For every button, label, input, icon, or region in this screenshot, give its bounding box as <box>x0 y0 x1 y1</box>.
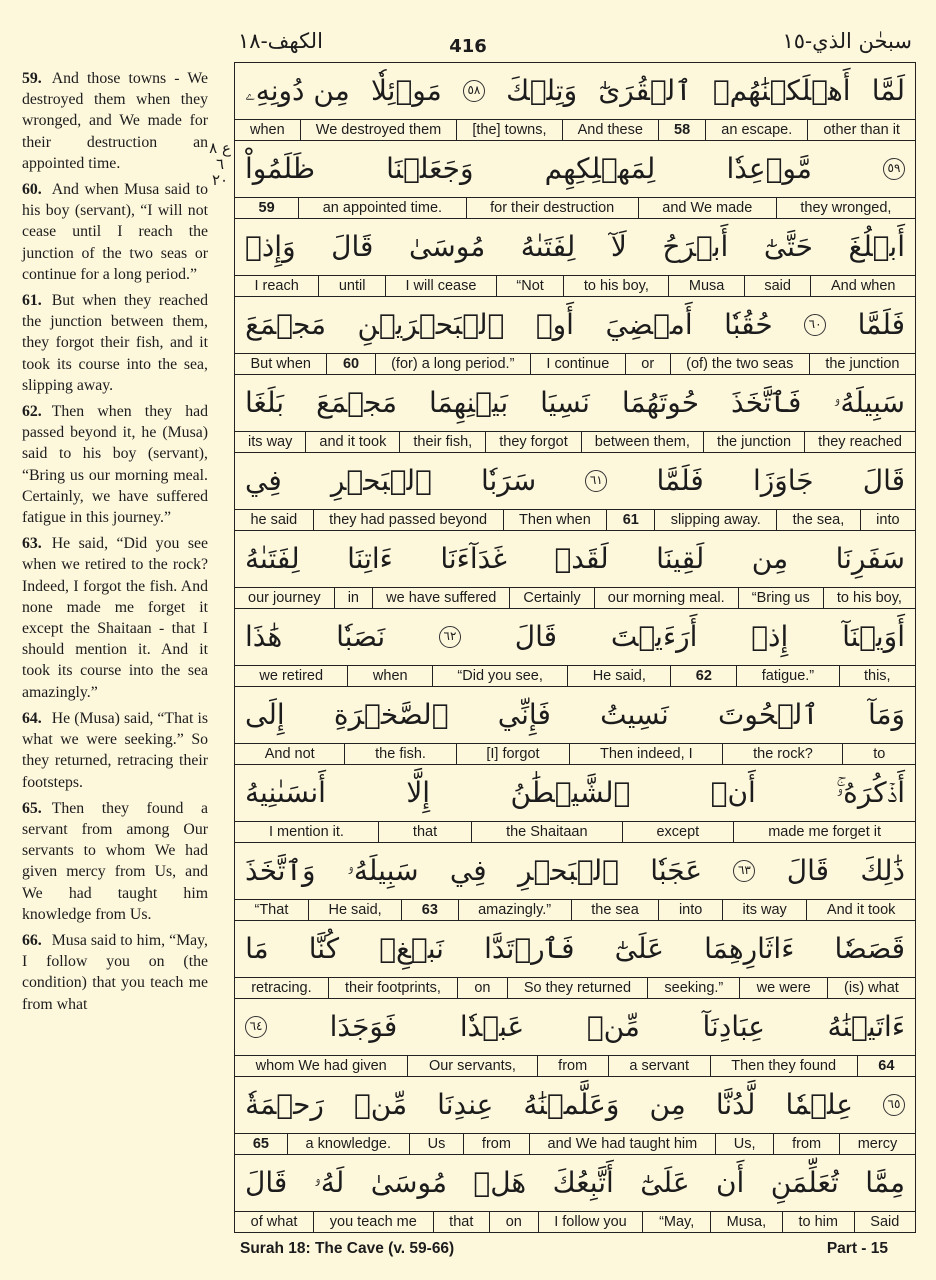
verse-row <box>235 374 915 452</box>
word-meaning-cell: Musa <box>668 276 743 296</box>
word-meaning-cell: when <box>250 122 285 138</box>
ayah-end-marker: ٥٨ <box>463 80 485 102</box>
arabic-word: سَبِيلَهُۥ <box>833 386 905 419</box>
arabic-word: وَمَآ <box>867 698 905 731</box>
arabic-word: فَوَجَدَا <box>329 1010 398 1043</box>
word-meaning-cell: on <box>489 1212 537 1232</box>
word-meaning-cell: this, <box>839 666 915 686</box>
verse-row <box>235 686 915 764</box>
word-meaning-cell: Musa, <box>710 1212 782 1232</box>
verse-row <box>235 764 915 842</box>
ayah-number-cell: 58 <box>658 120 705 140</box>
arabic-word: سَفَرِنَا <box>835 542 905 575</box>
page-number: 416 <box>449 36 487 57</box>
word-meaning-cell: “May, <box>642 1212 710 1232</box>
verse-number: 63. <box>22 535 42 553</box>
word-meaning-cell: from <box>537 1056 608 1076</box>
ayah-number-cell: 62 <box>670 666 736 686</box>
arabic-word: قَالَ <box>514 620 558 653</box>
arabic-line <box>235 63 915 119</box>
word-meaning-cell: except <box>622 822 734 842</box>
word-meaning-cell: [the] towns, <box>456 120 561 140</box>
arabic-word: ٱلۡبَحۡرِ <box>330 464 432 497</box>
arabic-word: وَتِلۡكَ <box>506 74 578 107</box>
ayah-end-marker: ٦٣ <box>733 860 755 882</box>
verse-row <box>235 452 915 530</box>
surah-header: الكهف-١٨ <box>238 29 323 53</box>
word-meaning-cell: I reach <box>254 278 299 294</box>
english-line <box>235 275 915 296</box>
arabic-word: لَآ <box>610 230 627 263</box>
arabic-word: ءَاثَارِهِمَا <box>704 932 795 965</box>
english-line <box>235 1133 915 1154</box>
word-meaning-cell: slipping away. <box>654 510 776 530</box>
arabic-line <box>235 141 915 197</box>
arabic-word: عَجَبٗا <box>650 854 703 887</box>
verse-text: But when they reached the junction between them, they forgot their fish, and it took its course into the sea, slipping away. <box>22 292 208 394</box>
verse-row <box>235 296 915 374</box>
word-meaning-cell: I continue <box>530 354 625 374</box>
verse-row <box>235 63 915 140</box>
english-line <box>235 743 915 764</box>
arabic-word: أَتَّبِعُكَ <box>552 1166 614 1199</box>
arabic-word: عَلَىٰٓ <box>614 932 664 965</box>
word-meaning-cell: the rock? <box>722 744 842 764</box>
word-meaning-cell: they had passed beyond <box>313 510 503 530</box>
word-meaning-cell: between them, <box>581 432 703 452</box>
english-line <box>235 587 915 608</box>
arabic-word: مَا <box>245 932 269 965</box>
word-meaning-cell: and We made <box>638 198 776 218</box>
arabic-word: أَبۡلُغَ <box>848 230 905 263</box>
word-meaning-cell: from <box>463 1134 529 1154</box>
arabic-word: أَنۡ <box>710 776 756 809</box>
word-meaning-cell: retracing. <box>251 980 312 996</box>
arabic-word: لِفَتَىٰهُ <box>520 230 576 263</box>
word-meaning-cell: Our servants, <box>407 1056 536 1076</box>
word-meaning-cell: we were <box>739 978 826 998</box>
english-line <box>235 899 915 920</box>
verse-text: Musa said to him, “May, I follow you on (the condition) that you teach me from what <box>22 931 208 1013</box>
word-meaning-cell: And not <box>264 746 315 762</box>
word-meaning-cell: they reached <box>804 432 915 452</box>
word-meaning-cell: and We had taught him <box>529 1134 715 1154</box>
word-meaning-cell: He said, <box>308 900 401 920</box>
arabic-word: مِّنۡ <box>586 1010 640 1043</box>
verse-translation <box>22 533 208 703</box>
arabic-word: مِن دُونِهِۦ <box>245 74 350 107</box>
arabic-word: لَمَّا <box>871 74 905 107</box>
arabic-word: عَبۡدٗا <box>459 1010 525 1043</box>
verse-number: 64. <box>22 709 42 727</box>
ayah-number-cell: 60 <box>326 354 374 374</box>
word-meaning-cell: to his boy, <box>563 276 668 296</box>
word-meaning-cell: a servant <box>608 1056 710 1076</box>
word-meaning-cell: “Did you see, <box>432 666 567 686</box>
arabic-word: فِي <box>449 854 487 887</box>
arabic-line <box>235 219 915 275</box>
arabic-word: إِلَّا <box>406 776 431 809</box>
ayah-end-marker: ٥٩ <box>883 158 905 180</box>
arabic-word: نَسِيتُ <box>600 698 669 731</box>
word-meaning-cell: the junction <box>703 432 804 452</box>
arabic-line <box>235 297 915 353</box>
word-meaning-cell: the junction <box>809 354 915 374</box>
arabic-word: فَٱرۡتَدَّا <box>484 932 575 965</box>
arabic-word: مُوسَىٰ <box>408 230 486 263</box>
verse-text: And when Musa said to his boy (servant), “I will not cease until I reach the junction of the two seas or continue for a long period.” <box>22 181 208 283</box>
arabic-word: أَوَيۡنَآ <box>842 620 905 653</box>
translation-column <box>22 68 208 1020</box>
verse-row <box>235 1076 915 1154</box>
word-meaning-cell: other than it <box>807 120 915 140</box>
arabic-word: وَجَعَلۡنَا <box>386 152 474 185</box>
ayah-number-cell: 63 <box>401 900 457 920</box>
word-meaning-cell: I will cease <box>385 276 496 296</box>
word-meaning-cell: [I] forgot <box>456 744 570 764</box>
word-meaning-cell: “Not <box>496 276 563 296</box>
english-line <box>235 431 915 452</box>
word-meaning-cell: to him <box>782 1212 854 1232</box>
word-meaning-cell: whom We had given <box>255 1058 387 1074</box>
verse-translation <box>22 68 208 174</box>
arabic-word: لَقِينَا <box>656 542 705 575</box>
verse-text: And those towns - We destroyed them when they wronged, and We made for their destruction an appointed time. <box>22 70 208 172</box>
arabic-line <box>235 375 915 431</box>
arabic-word: ءَاتِنَا <box>347 542 393 575</box>
word-meaning-cell: seeking.” <box>647 978 739 998</box>
arabic-word: لِمَهۡلِكِهِم <box>544 152 656 185</box>
verse-translation <box>22 930 208 1015</box>
arabic-word: قَصَصٗا <box>834 932 905 965</box>
english-line <box>235 665 915 686</box>
word-meaning-cell: on <box>457 978 507 998</box>
arabic-word: غَدَآءَنَا <box>440 542 507 575</box>
word-meaning-cell: “Bring us <box>738 588 823 608</box>
verse-text: Then they found a servant from among Our servants to whom We had given mercy from Us, and We had taught him knowledge from Us. <box>22 799 208 923</box>
word-meaning-cell: Certainly <box>509 588 593 608</box>
word-meaning-cell: But when <box>250 356 311 372</box>
word-meaning-cell: Us, <box>715 1134 773 1154</box>
arabic-word: لَهُۥ <box>313 1166 345 1199</box>
arabic-line <box>235 1077 915 1133</box>
arabic-line <box>235 1155 915 1211</box>
word-meaning-cell: (for) a long period.” <box>375 354 530 374</box>
word-meaning-cell: Then when <box>503 510 607 530</box>
ayah-end-marker: ٦٢ <box>439 626 461 648</box>
english-line <box>235 197 915 218</box>
arabic-word: أَن <box>715 1166 745 1199</box>
arabic-line <box>235 999 915 1055</box>
word-meaning-cell: or <box>625 354 670 374</box>
ayah-number-cell: 61 <box>606 510 654 530</box>
word-meaning-cell: from <box>773 1134 839 1154</box>
arabic-word: أَنسَىٰنِيهُ <box>245 776 326 809</box>
arabic-word: جَاوَزَا <box>752 464 814 497</box>
arabic-line <box>235 921 915 977</box>
arabic-line <box>235 843 915 899</box>
word-meaning-cell: the fish. <box>344 744 455 764</box>
arabic-word: ٱلۡبَحۡرَيۡنِ <box>357 308 505 341</box>
arabic-word: فِي <box>245 464 282 497</box>
word-meaning-cell: Then they found <box>710 1056 857 1076</box>
verse-row <box>235 842 915 920</box>
juz-header: سبحٰن الذي-١٥ <box>782 29 912 53</box>
ayah-end-marker: ٦٠ <box>804 314 826 336</box>
arabic-word: قَالَ <box>862 464 905 497</box>
arabic-word: ظَلَمُواْ <box>245 152 316 185</box>
arabic-word: ٱلصَّخۡرَةِ <box>333 698 449 731</box>
word-meaning-cell: for their destruction <box>466 198 638 218</box>
arabic-word: عَلَىٰٓ <box>640 1166 690 1199</box>
arabic-line <box>235 765 915 821</box>
english-line <box>235 119 915 140</box>
verse-number: 61. <box>22 292 42 310</box>
verse-text: He (Musa) said, “That is what we were seeking.” So they returned, retracing their footsteps. <box>22 709 208 791</box>
arabic-word: مَجۡمَعَ <box>316 386 398 419</box>
arabic-word: أَهۡلَكۡنَٰهُمۡ <box>712 74 851 107</box>
arabic-word: إِلَى <box>245 698 285 731</box>
word-meaning-cell: to <box>842 744 915 764</box>
verse-translation <box>22 708 208 793</box>
arabic-word: سَرَبٗا <box>480 464 537 497</box>
verse-row <box>235 920 915 998</box>
word-meaning-cell: (is) what <box>827 978 915 998</box>
word-meaning-cell: in <box>334 588 372 608</box>
arabic-line <box>235 687 915 743</box>
arabic-word: ٱلشَّيۡطَٰنُ <box>510 776 631 809</box>
english-line <box>235 509 915 530</box>
arabic-word: عِلۡمٗا <box>785 1088 853 1121</box>
word-meaning-cell: We destroyed them <box>300 120 457 140</box>
ayah-number-cell: 65 <box>252 1136 269 1152</box>
verse-text: He said, “Did you see when we retired to the rock? Indeed, I forgot the fish. And none made me forget it except the Shaitaan - that I should mention it. And it took its course into the sea amazingly.” <box>22 535 208 701</box>
word-meaning-cell: an escape. <box>705 120 807 140</box>
word-meaning-cell: they forgot <box>485 432 581 452</box>
arabic-word: لَقَدۡ <box>554 542 609 575</box>
arabic-word: مَّوۡعِدٗا <box>726 152 812 185</box>
word-meaning-cell: to his boy, <box>823 588 915 608</box>
word-meaning-cell: its way <box>722 900 806 920</box>
arabic-word: مِّنۡ <box>353 1088 408 1121</box>
word-meaning-cell: mercy <box>839 1134 915 1154</box>
word-meaning-cell: that <box>433 1212 490 1232</box>
arabic-word: مَوۡئِلٗا <box>370 74 442 107</box>
word-meaning-cell: And these <box>562 120 658 140</box>
arabic-word: بَيۡنِهِمَا <box>429 386 509 419</box>
arabic-word: فَإِنِّي <box>497 698 551 731</box>
arabic-word: حَتَّىٰٓ <box>763 230 813 263</box>
word-meaning-cell: their footprints, <box>328 978 457 998</box>
verse-row <box>235 140 915 218</box>
arabic-word: قَالَ <box>786 854 830 887</box>
verse-number: 62. <box>22 403 42 421</box>
ayah-end-marker: ٦٤ <box>245 1016 267 1038</box>
verse-translation <box>22 290 208 396</box>
english-line <box>235 1055 915 1076</box>
word-meaning-cell: amazingly.” <box>458 900 571 920</box>
english-line <box>235 353 915 374</box>
arabic-word: بَلَغَا <box>245 386 285 419</box>
ayah-number-cell: 64 <box>857 1056 915 1076</box>
arabic-word: قَالَ <box>245 1166 288 1199</box>
arabic-word: أَبۡرَحُ <box>662 230 729 263</box>
word-meaning-cell: fatigue.” <box>736 666 838 686</box>
verse-text: Then when they had passed beyond it, he (Musa) said to his boy (servant), “Bring us our morning meal. Certainly, we have suffered fatigue in this journey.” <box>22 403 208 527</box>
word-meaning-cell: Then indeed, I <box>569 744 722 764</box>
arabic-word: وَٱتَّخَذَ <box>245 854 316 887</box>
word-meaning-cell: I mention it. <box>269 824 344 840</box>
verse-number: 59. <box>22 70 42 87</box>
footer-surah: Surah 18: The Cave (v. 59-66) <box>240 1240 455 1257</box>
word-meaning-cell: our morning meal. <box>594 588 738 608</box>
word-meaning-cell: into <box>860 510 915 530</box>
arabic-word: أَمۡضِيَ <box>605 308 693 341</box>
verse-translation <box>22 179 208 285</box>
word-meaning-cell: a knowledge. <box>287 1134 409 1154</box>
word-meaning-cell: So they returned <box>507 978 648 998</box>
arabic-word: عِندِنَا <box>437 1088 494 1121</box>
arabic-word: إِذۡ <box>751 620 789 653</box>
verse-row <box>235 1154 915 1232</box>
arabic-word: ذَٰلِكَ <box>860 854 905 887</box>
arabic-word: أَذۡكُرَهُۥۚ <box>836 776 905 809</box>
word-meaning-cell: He said, <box>567 666 670 686</box>
english-line <box>235 1211 915 1232</box>
arabic-word: مُوسَىٰ <box>370 1166 447 1199</box>
arabic-word: فَٱتَّخَذَ <box>731 386 802 419</box>
word-meaning-cell: you teach me <box>313 1212 432 1232</box>
word-meaning-cell: And when <box>810 276 915 296</box>
arabic-word: مِن <box>751 542 789 575</box>
word-meaning-cell: the sea <box>571 900 659 920</box>
arabic-word: تُعَلِّمَنِ <box>770 1166 839 1199</box>
arabic-word: لَّدُنَّا <box>715 1088 756 1121</box>
arabic-word: هَلۡ <box>473 1166 527 1199</box>
ruku-mark: ع ٨ ٦ ٢٠ <box>209 139 231 189</box>
verse-translation <box>22 798 208 925</box>
footer-part: Part - 15 <box>826 1240 888 1257</box>
word-meaning-cell: made me forget it <box>733 822 915 842</box>
verse-row <box>235 530 915 608</box>
verse-row <box>235 998 915 1076</box>
english-line <box>235 821 915 842</box>
verse-row <box>235 218 915 296</box>
word-meaning-cell: we have suffered <box>372 588 509 608</box>
arabic-word: رَحۡمَةٗ <box>245 1088 324 1121</box>
arabic-word: لِفَتَىٰهُ <box>245 542 300 575</box>
arabic-word: سَبِيلَهُۥ <box>346 854 419 887</box>
arabic-word: نَصَبٗا <box>336 620 386 653</box>
arabic-word: كُنَّا <box>308 932 340 965</box>
arabic-word: وَإِذۡ <box>245 230 296 263</box>
arabic-word: وَعَلَّمۡنَٰهُ <box>523 1088 620 1121</box>
arabic-word: فَلَمَّا <box>656 464 704 497</box>
arabic-word: نَسِيَا <box>540 386 590 419</box>
verse-number: 65. <box>22 799 42 817</box>
arabic-word: ٱلۡقُرَىٰٓ <box>598 74 692 107</box>
verse-number: 66. <box>22 931 42 949</box>
ayah-end-marker: ٦١ <box>585 470 607 492</box>
verse-number: 60. <box>22 181 42 199</box>
word-meaning-cell: their fish, <box>399 432 485 452</box>
arabic-word: قَالَ <box>331 230 374 263</box>
arabic-word: ٱلۡبَحۡرِ <box>518 854 619 887</box>
word-meaning-cell: the Shaitaan <box>471 822 621 842</box>
arabic-word: حُوتَهُمَا <box>621 386 700 419</box>
word-by-word-grid <box>234 62 916 1233</box>
arabic-word: حُقُبٗا <box>724 308 773 341</box>
word-meaning-cell: he said <box>250 512 298 528</box>
word-meaning-cell: that <box>378 822 471 842</box>
english-line <box>235 977 915 998</box>
word-meaning-cell: And it took <box>806 900 915 920</box>
arabic-word: أَرَءَيۡتَ <box>610 620 698 653</box>
word-meaning-cell: I follow you <box>538 1212 643 1232</box>
verse-row <box>235 608 915 686</box>
arabic-word: ءَاتَيۡنَٰهُ <box>827 1010 905 1043</box>
arabic-word: مِمَّا <box>865 1166 905 1199</box>
word-meaning-cell: the sea, <box>776 510 860 530</box>
ayah-end-marker: ٦٥ <box>883 1094 905 1116</box>
arabic-word: فَلَمَّا <box>857 308 905 341</box>
arabic-line <box>235 453 915 509</box>
word-meaning-cell: of what <box>250 1214 298 1230</box>
arabic-line <box>235 609 915 665</box>
word-meaning-cell: an appointed time. <box>298 198 465 218</box>
word-meaning-cell: when <box>347 666 432 686</box>
word-meaning-cell: our journey <box>248 590 321 606</box>
word-meaning-cell: said <box>744 276 811 296</box>
ayah-number-cell: 59 <box>258 200 275 216</box>
arabic-word: عِبَادِنَآ <box>702 1010 765 1043</box>
arabic-word: مِن <box>649 1088 686 1121</box>
word-meaning-cell: and it took <box>305 432 399 452</box>
arabic-word: أَوۡ <box>535 308 574 341</box>
arabic-word: ٱلۡحُوتَ <box>718 698 819 731</box>
word-meaning-cell: Said <box>854 1212 915 1232</box>
word-meaning-cell: until <box>318 276 385 296</box>
word-meaning-cell: (of) the two seas <box>670 354 809 374</box>
arabic-word: مَجۡمَعَ <box>245 308 327 341</box>
verse-translation <box>22 401 208 528</box>
arabic-word: نَبۡغِۚ <box>379 932 444 965</box>
word-meaning-cell: they wronged, <box>776 198 915 218</box>
word-meaning-cell: “That <box>254 902 289 918</box>
word-meaning-cell: Us <box>409 1134 463 1154</box>
word-meaning-cell: we retired <box>259 668 324 684</box>
arabic-line <box>235 531 915 587</box>
arabic-word: هَٰذَا <box>245 620 283 653</box>
word-meaning-cell: its way <box>248 434 293 450</box>
word-meaning-cell: into <box>658 900 722 920</box>
